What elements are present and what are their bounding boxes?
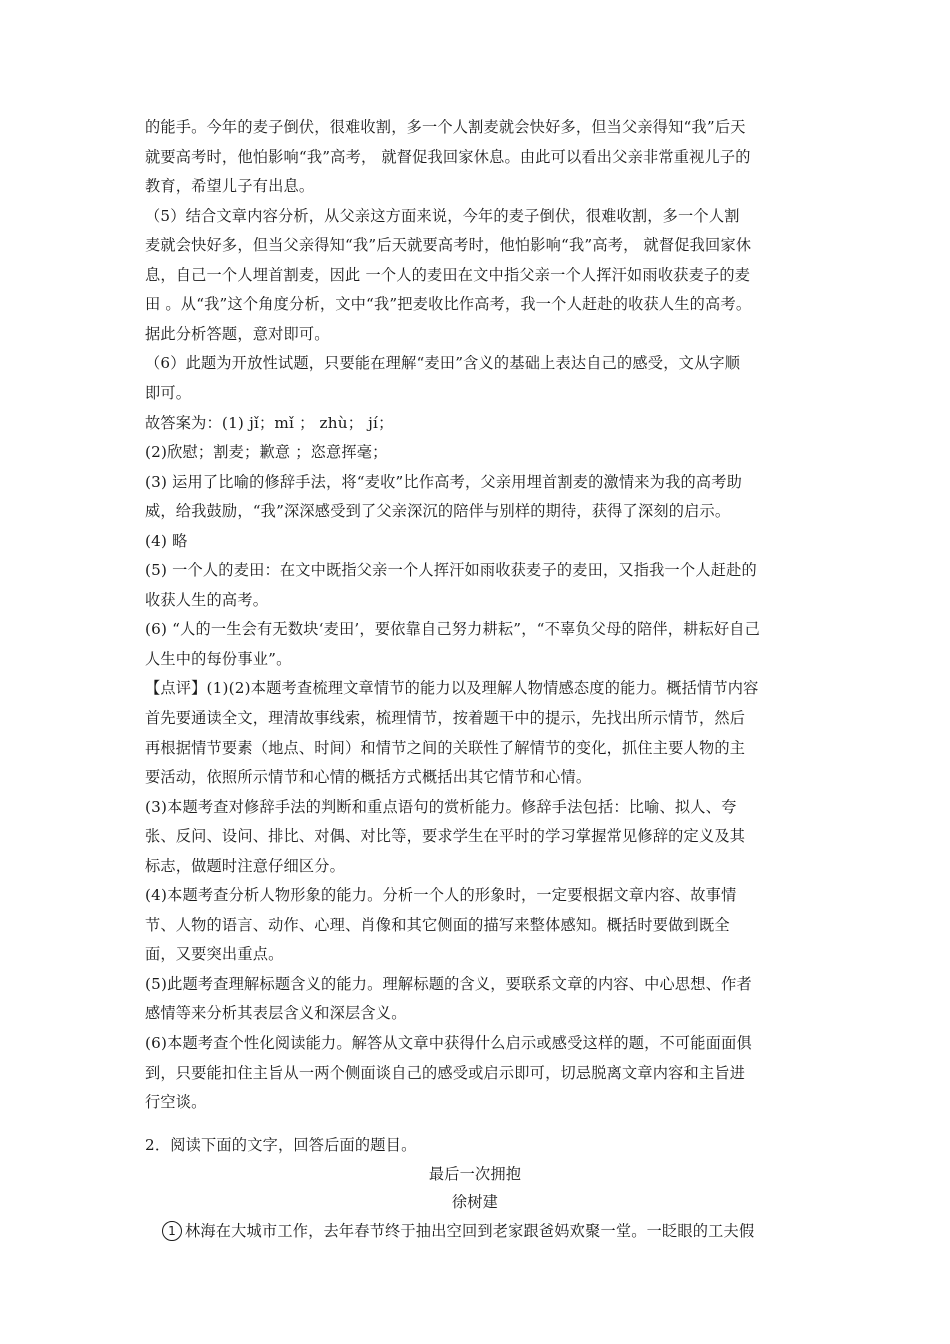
text-line: 面，又要突出重点。 bbox=[145, 945, 284, 963]
text-line: 行空谈。 bbox=[145, 1093, 207, 1111]
text-line: 要活动，依照所示情节和心情的概括方式概括出其它情节和心情。 bbox=[145, 768, 592, 786]
text-line: (2)欣慰；割麦；歉意 ；恣意挥毫； bbox=[145, 443, 388, 461]
text-line: 田 。从“我”这个角度分析，文中“我”把麦收比作高考，我一个人赶赴的收获人生的高考。 bbox=[145, 295, 752, 313]
text-line: 再根据情节要素（地点、时间）和情节之间的关联性了解情节的变化，抓住主要人物的主 bbox=[145, 739, 746, 757]
text-line: 息，自己一个人埋首割麦，因此 一个人的麦田在文中指父亲一个人挥汗如雨收获麦子的麦 bbox=[145, 266, 751, 284]
text-line: 就要高考时，他怕影响“我”高考， 就督促我回家休息。由此可以看出父亲非常重视儿子的 bbox=[145, 148, 751, 166]
text-line: 麦就会快好多，但当父亲得知“我”后天就要高考时，他怕影响“我”高考， 就督促我回家休 bbox=[145, 236, 752, 254]
text-line: 首先要通读全文，理清故事线索，梳理情节，按着题干中的提示，先找出所示情节，然后 bbox=[145, 709, 746, 727]
text-line: （5）结合文章内容分析，从父亲这方面来说，今年的麦子倒伏，很难收割，多一个人割 bbox=[145, 207, 740, 225]
text-line: (6) “人的一生会有无数块‘麦田’，要依靠自己努力耕耘”，“不辜负父母的陪伴，耕耘好自己 bbox=[145, 620, 761, 638]
text-line: (3) 运用了比喻的修辞手法，将“麦收”比作高考，父亲用埋首割麦的激情来为我的高考助 bbox=[145, 473, 743, 491]
text-line: 威，给我鼓励，“我”深深感受到了父亲深沉的陪伴与别样的期待，获得了深刻的启示。 bbox=[145, 502, 731, 520]
text-line: (5) 一个人的麦田：在文中既指父亲一个人挥汗如雨收获麦子的麦田，又指我一个人赶赴的 bbox=[145, 561, 757, 579]
paragraph-text: 林海在大城市工作，去年春节终于抽出空回到老家跟爸妈欢聚一堂。一眨眼的工夫假 bbox=[185, 1222, 755, 1240]
text-line: 的能手。今年的麦子倒伏，很难收割，多一个人割麦就会快好多，但当父亲得知“我”后天 bbox=[145, 118, 746, 136]
text-line: 张、反问、设问、排比、对偶、对比等，要求学生在平时的学习掌握常见修辞的定义及其 bbox=[145, 827, 746, 845]
text-line: 节、人物的语言、动作、心理、肖像和其它侧面的描写来整体感知。概括时要做到既全 bbox=[145, 916, 730, 934]
question-2-heading: 2．阅读下面的文字，回答后面的题目。 bbox=[145, 1136, 417, 1154]
text-line: 【点评】(1)(2)本题考查梳理文章情节的能力以及理解人物情感态度的能力。概括情节内容 bbox=[145, 679, 759, 697]
text-line: 即可。 bbox=[145, 384, 192, 402]
text-line: (5)此题考查理解标题含义的能力。理解标题的含义，要联系文章的内容、中心思想、作者 bbox=[145, 975, 752, 993]
paragraph-number-marker: 1 bbox=[162, 1221, 182, 1241]
text-line: 故答案为：(1) jǐ；mǐ ； zhù； jí； bbox=[145, 414, 394, 432]
story-author: 徐树建 bbox=[451, 1193, 499, 1211]
text-line: 感情等来分析其表层含义和深层含义。 bbox=[145, 1004, 407, 1022]
text-line: 据此分析答题，意对即可。 bbox=[145, 325, 330, 343]
text-line: (4) 略 bbox=[145, 532, 188, 550]
story-paragraph-1 bbox=[162, 1218, 812, 1244]
text-line: 标志，做题时注意仔细区分。 bbox=[145, 857, 346, 875]
story-title: 最后一次拥抱 bbox=[428, 1165, 522, 1183]
text-line: （6）此题为开放性试题，只要能在理解“麦田”含义的基础上表达自己的感受，文从字顺 bbox=[145, 354, 741, 372]
text-line: 收获人生的高考。 bbox=[145, 591, 269, 609]
text-line: 人生中的每份事业”。 bbox=[145, 650, 292, 668]
text-line: 到，只要能扣住主旨从一两个侧面谈自己的感受或启示即可，切忌脱离文章内容和主旨进 bbox=[145, 1064, 746, 1082]
text-line: (4)本题考查分析人物形象的能力。分析一个人的形象时，一定要根据文章内容、故事情 bbox=[145, 886, 737, 904]
text-line: (3)本题考查对修辞手法的判断和重点语句的赏析能力。修辞手法包括：比喻、拟人、夸 bbox=[145, 798, 737, 816]
text-line: 教育，希望儿子有出息。 bbox=[145, 177, 315, 195]
text-line: (6)本题考查个性化阅读能力。解答从文章中获得什么启示或感受这样的题，不可能面面俱 bbox=[145, 1034, 752, 1052]
